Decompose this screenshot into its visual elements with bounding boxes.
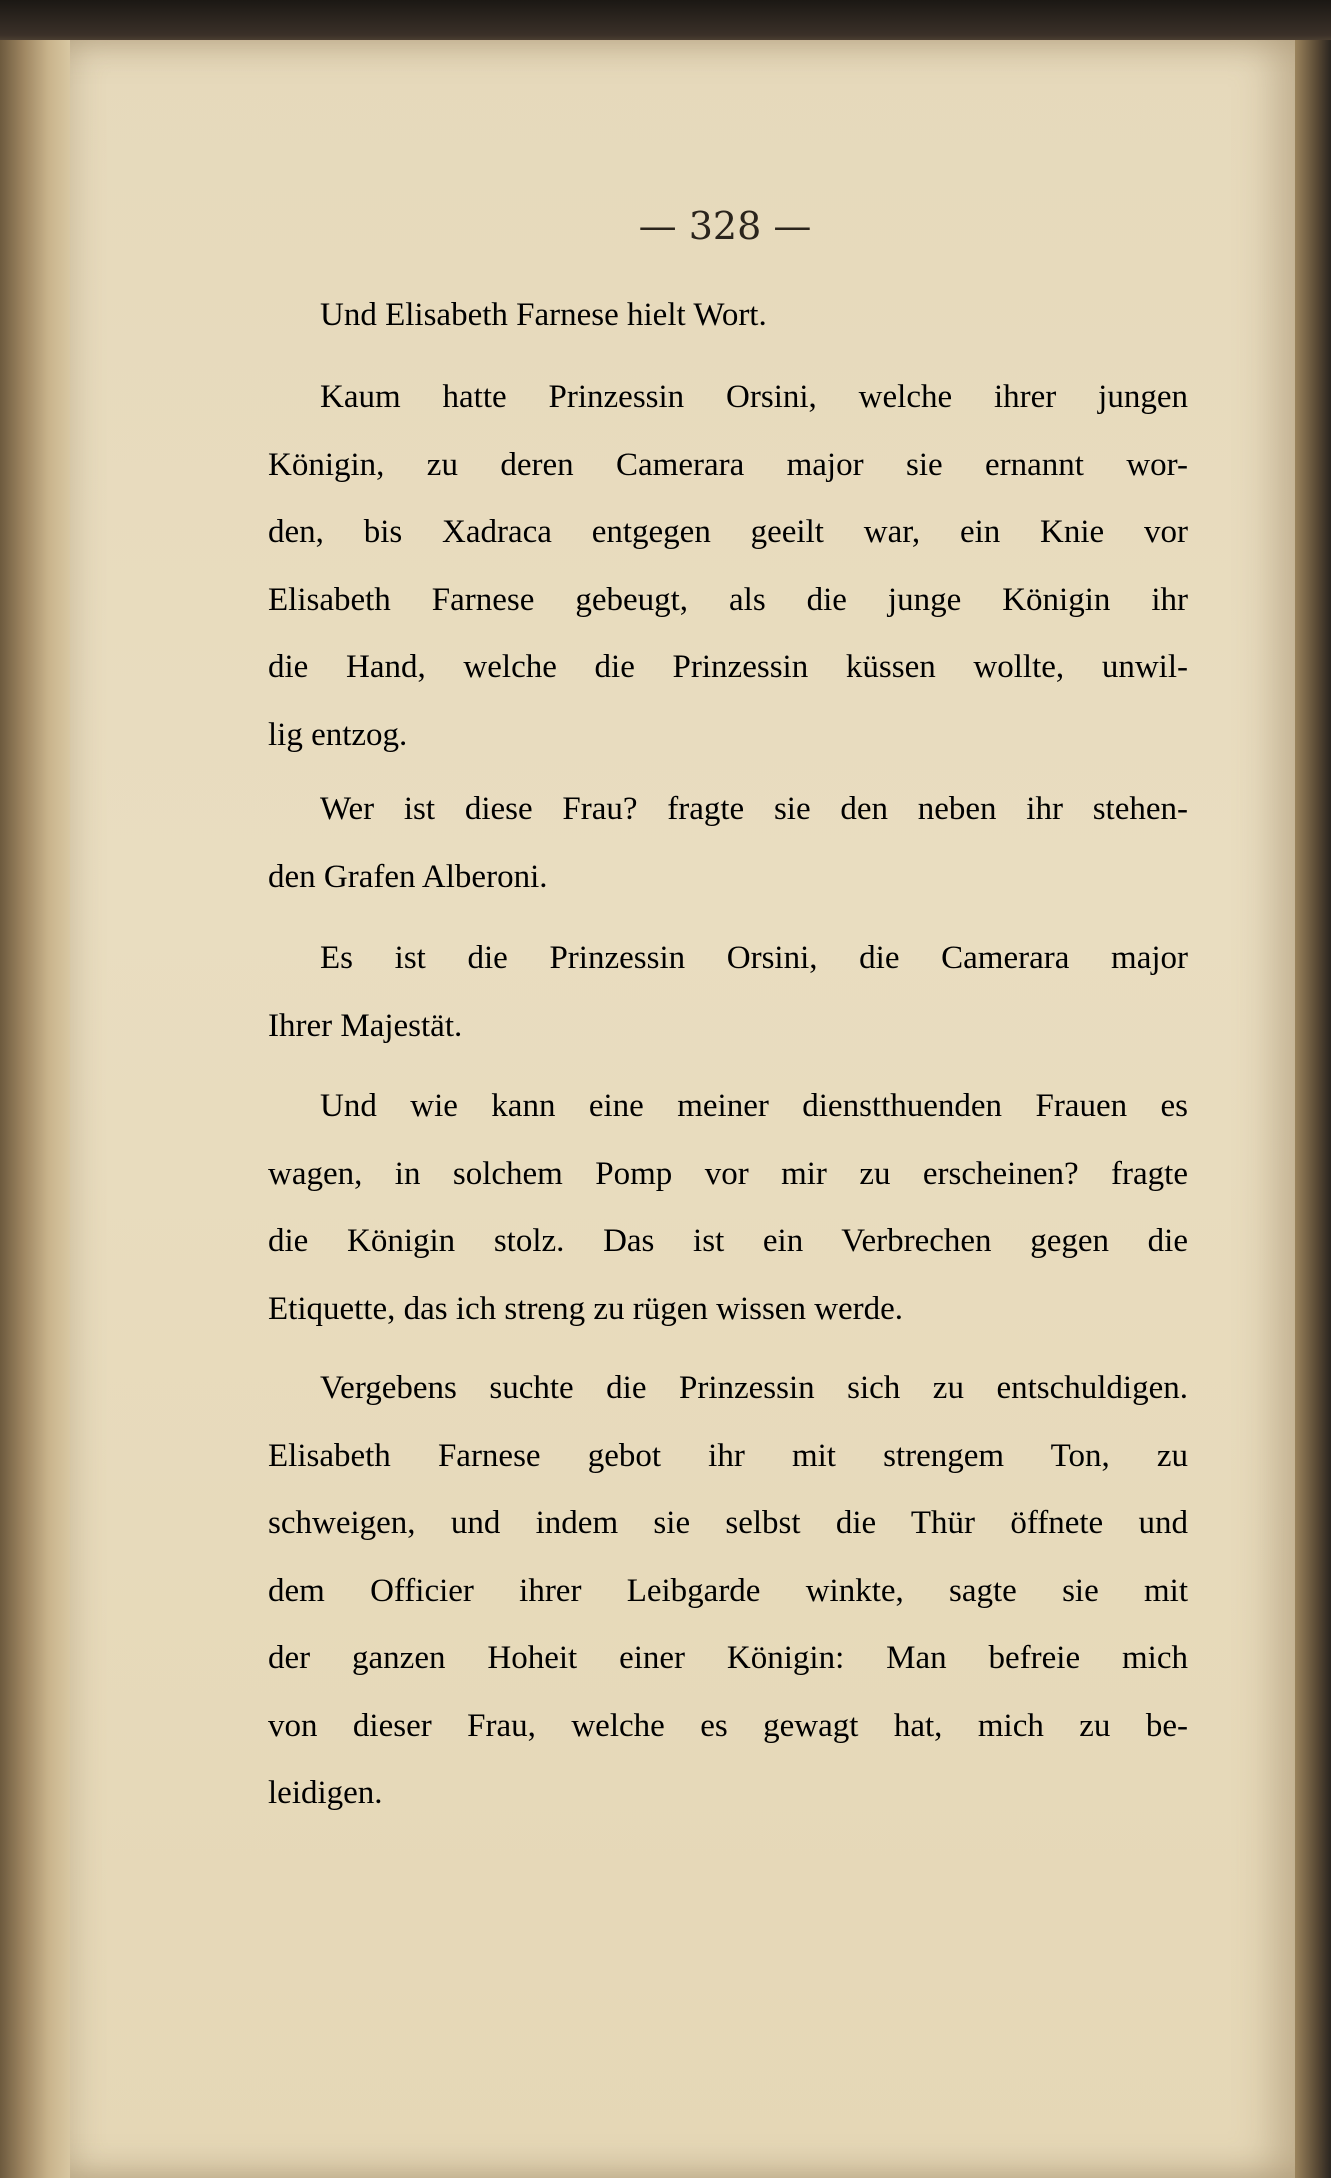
text-line: den Grafen Alberoni.: [268, 858, 548, 895]
text-line: den, bis Xadraca entgegen geeilt war, ein Knie vor: [268, 514, 1188, 550]
text-line: Elisabeth Farnese gebot ihr mit strengem Ton, zu: [268, 1437, 1188, 1474]
text-line: lig entzog.: [268, 716, 408, 753]
page-number: — 328 —: [638, 204, 812, 248]
text-line: schweigen, und indem sie selbst die Thür öffnete und: [268, 1505, 1188, 1541]
text-line: Wer ist diese Frau? fragte sie den neben ihr stehen-: [320, 791, 1188, 827]
paragraph-1: [320, 282, 1190, 350]
text-line: Es ist die Prinzessin Orsini, die Camerara major: [320, 940, 1188, 976]
text-line: Elisabeth Farnese gebeugt, als die junge Königin ihr: [268, 581, 1188, 618]
text-line: Und wie kann eine meiner dienstthuenden Frauen es: [320, 1088, 1188, 1124]
text-line: Königin, zu deren Camerara major sie ernannt wor-: [268, 446, 1188, 483]
paragraph-4: [268, 925, 1188, 1060]
text-line: leidigen.: [268, 1775, 383, 1811]
paragraph-2: [268, 364, 1188, 769]
text-line: dem Officier ihrer Leibgarde winkte, sagte sie mit: [268, 1572, 1188, 1609]
text-line: Etiquette, das ich streng zu rügen wissen werde.: [268, 1290, 904, 1327]
text-line: Und Elisabeth Farnese hielt Wort.: [320, 297, 767, 333]
text-line: wagen, in solchem Pomp vor mir zu erscheinen? fragte: [268, 1155, 1188, 1192]
page-stack-left-edge: [0, 40, 70, 2178]
text-line: Ihrer Majestät.: [268, 1007, 463, 1044]
text-line: Kaum hatte Prinzessin Orsini, welche ihrer jungen: [320, 379, 1188, 415]
text-line: die Hand, welche die Prinzessin küssen wollte, unwil-: [268, 649, 1188, 685]
text-line: von dieser Frau, welche es gewagt hat, mich zu be-: [268, 1707, 1188, 1744]
paragraph-3: [268, 776, 1188, 911]
paragraph-6: [268, 1355, 1188, 1828]
text-line: Vergebens suchte die Prinzessin sich zu entschuldigen.: [320, 1370, 1188, 1406]
paragraph-5: [268, 1073, 1188, 1343]
text-line: der ganzen Hoheit einer Königin: Man befreie mich: [268, 1640, 1188, 1676]
binding-right-edge: [1295, 40, 1331, 2178]
text-line: die Königin stolz. Das ist ein Verbrechen gegen die: [268, 1223, 1188, 1259]
